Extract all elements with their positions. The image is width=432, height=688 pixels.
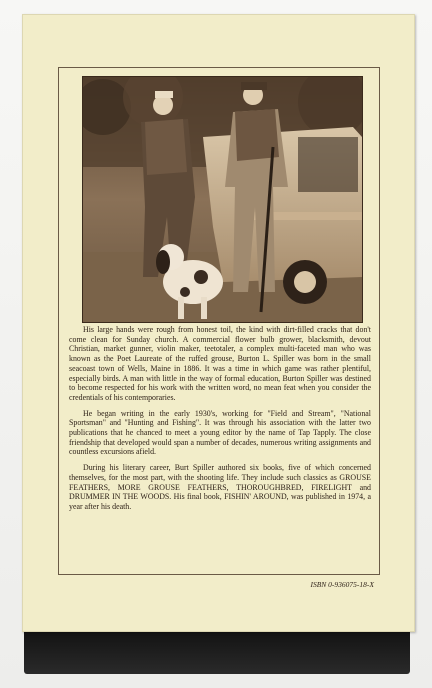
isbn-number: ISBN 0-936075-18-X [310,580,374,589]
bio-paragraph-2: He began writing in the early 1930's, working for "Field and Stream", "National Sportsman" and "Hunting and Fishing". It was through his association with the latter two publications that he chanced to meet a young editor by the name of Tap Tapply. The close friendship that developed would span a number of decades, numerous writing assignments and countless excursions afield. [69,408,371,457]
dust-jacket-back [22,14,415,632]
bio-paragraph-1: His large hands were rough from honest toil, the kind with dirt-filled cracks that don't come clean for Sunday church. A commercial flower bulb grower, blacksmith, devout Christian, market gunner, violin maker, teetotaler, a complex multi-faceted man who was known as the Poet Laureate of the ruffed grouse, Burton L. Spiller was born in the small seacoast town of Wells, Maine in 1886. It was a time in which game was rather plentiful, especially birds. A man with little in the way of formal education, Burton Spiller was destined to become respected for his work with the written word, no mean feat when you consider the credentials of his contemporaries. [69,325,371,402]
bio-paragraph-3: During his literary career, Burt Spiller authored six books, five of which concerned themselves, for the most part, with the shooting life. They include such classics as GROUSE FEATHERS, MORE GROUSE FEATHERS, THOROUGHBRED, FIRELIGHT and DRUMMER IN THE WOODS. His final book, FISHIN' AROUND, was published in 1974, a year after his death. [69,463,371,511]
book-bottom-edge [24,628,410,674]
sepia-photo-hunters-with-dog [82,76,363,323]
biography-text [69,325,371,518]
